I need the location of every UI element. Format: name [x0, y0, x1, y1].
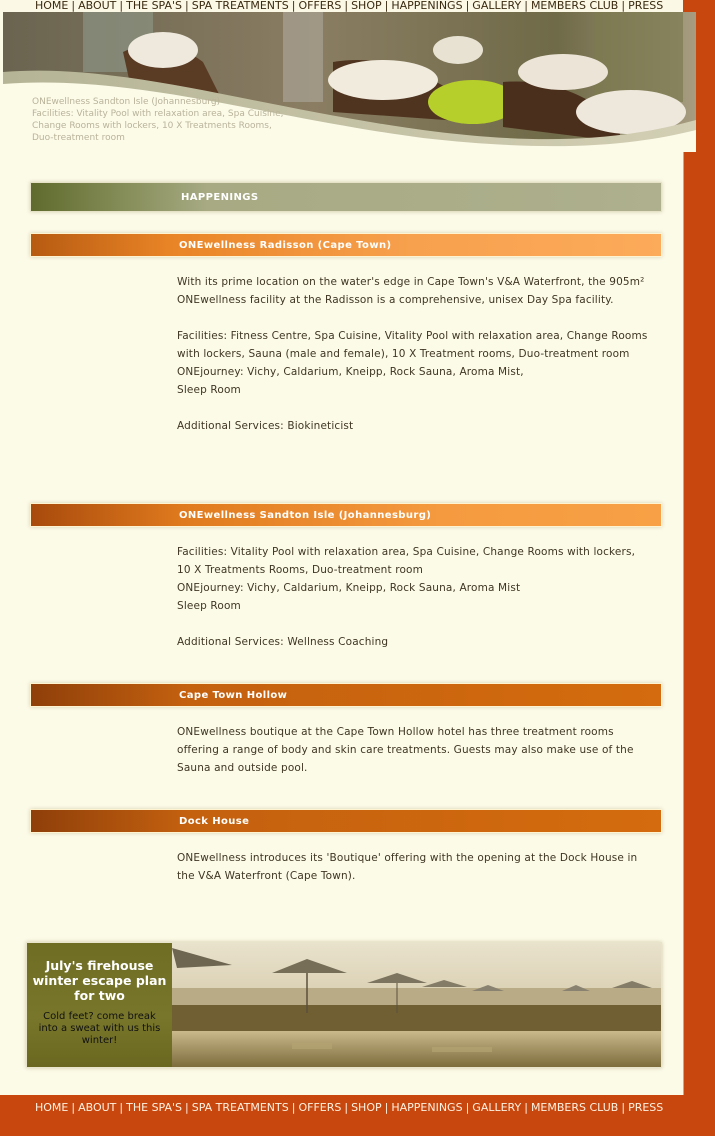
nav-happenings[interactable]: HAPPENINGS [391, 1101, 463, 1114]
promo-text-panel [27, 943, 172, 1067]
nav-press[interactable]: PRESS [628, 0, 664, 12]
nav-separator: | [71, 1101, 76, 1114]
paragraph: Additional Services: Wellness Coaching [177, 636, 389, 648]
promo-title: July's firehouse winter escape plan for two [32, 958, 167, 1003]
banner-caption [32, 96, 292, 144]
nav-happenings[interactable]: HAPPENINGS [391, 0, 463, 12]
nav-about[interactable]: ABOUT [78, 1101, 117, 1114]
nav-the-spas[interactable]: THE SPA'S [126, 1101, 183, 1114]
nav-home[interactable]: HOME [35, 1101, 69, 1114]
nav-separator: | [344, 1101, 349, 1114]
nav-separator: | [119, 1101, 124, 1114]
content-panel [0, 12, 683, 1095]
paragraph: ONEjourney: Vichy, Caldarium, Kneipp, Rock Sauna, Aroma Mist, [177, 366, 524, 378]
paragraph: Sleep Room [177, 600, 241, 612]
nav-separator: | [71, 0, 76, 12]
nav-members-club[interactable]: MEMBERS CLUB [530, 0, 619, 12]
nav-the-spas[interactable]: THE SPA'S [126, 0, 183, 12]
nav-spa-treatments[interactable]: SPA TREATMENTS [191, 0, 289, 12]
section-title-radisson: ONEwellness Radisson (Cape Town) [30, 233, 662, 257]
paragraph: ONEwellness introduces its 'Boutique' offering with the opening at the Dock House in the V&A Waterfront (Cape Town). [177, 852, 638, 882]
header-banner [3, 12, 696, 152]
nav-separator: | [384, 0, 389, 12]
paragraph: ONEwellness boutique at the Cape Town Hollow hotel has three treatment rooms offering a range of body and skin care treatments. Guests may also make use of the Sauna and outside pool. [177, 726, 634, 774]
nav-separator: | [185, 0, 189, 12]
section-body-cape-town-hollow [177, 723, 652, 777]
nav-separator: | [291, 0, 296, 12]
nav-about[interactable]: ABOUT [78, 0, 117, 12]
section-title-sandton: ONEwellness Sandton Isle (Johannesburg) [30, 503, 662, 527]
nav-members-club[interactable]: MEMBERS CLUB [530, 1101, 619, 1114]
nav-home[interactable]: HOME [35, 0, 69, 12]
paragraph: Facilities: Fitness Centre, Spa Cuisine, Vitality Pool with relaxation area, Change Rooms with lockers, Sauna (male and female), 10 X Treatment rooms, Duo-treatment room [177, 330, 648, 360]
bottom-nav [35, 1101, 663, 1114]
section-title-dock-house: Dock House [30, 809, 662, 833]
paragraph: Additional Services: Biokineticist [177, 420, 354, 432]
nav-shop[interactable]: SHOP [351, 0, 382, 12]
banner-caption-title: ONEwellness Sandton Isle (Johannesburg) [32, 97, 221, 107]
nav-separator: | [384, 1101, 389, 1114]
paragraph: ONEjourney: Vichy, Caldarium, Kneipp, Rock Sauna, Aroma Mist [177, 582, 521, 594]
nav-separator: | [524, 1101, 528, 1114]
nav-gallery[interactable]: GALLERY [472, 0, 522, 12]
top-nav [0, 0, 683, 12]
nav-separator: | [621, 0, 626, 12]
nav-separator: | [524, 0, 528, 12]
nav-separator: | [465, 1101, 470, 1114]
nav-separator: | [465, 0, 470, 12]
banner-caption-text: Facilities: Vitality Pool with relaxation area, Spa Cuisine, Change Rooms with lockers, 10 X Treatments Rooms, Duo-treatment room [32, 109, 284, 143]
nav-gallery[interactable]: GALLERY [472, 1101, 522, 1114]
rooftop-pool-photo [172, 943, 661, 1067]
nav-spa-treatments[interactable]: SPA TREATMENTS [191, 1101, 289, 1114]
section-body-dock-house [177, 849, 652, 885]
nav-separator: | [291, 1101, 296, 1114]
nav-separator: | [185, 1101, 189, 1114]
section-title-cape-town-hollow: Cape Town Hollow [30, 683, 662, 707]
nav-separator: | [344, 0, 349, 12]
nav-separator: | [621, 1101, 626, 1114]
page-title: HAPPENINGS [30, 182, 662, 212]
promo-subtitle: Cold feet? come break into a sweat with us this winter! [38, 1011, 161, 1046]
paragraph: With its prime location on the water's edge in Cape Town's V&A Waterfront, the 905m² ONEwellness facility at the Radisson is a comprehensive, unisex Day Spa facility. [177, 276, 645, 306]
nav-separator: | [119, 0, 124, 12]
nav-press[interactable]: PRESS [628, 1101, 664, 1114]
nav-offers[interactable]: OFFERS [298, 1101, 342, 1114]
paragraph: Facilities: Vitality Pool with relaxation area, Spa Cuisine, Change Rooms with lockers, 10 X Treatments Rooms, Duo-treatment room [177, 546, 636, 576]
section-body-radisson [177, 273, 652, 435]
nav-offers[interactable]: OFFERS [298, 0, 342, 12]
section-body-sandton [177, 543, 652, 651]
nav-shop[interactable]: SHOP [351, 1101, 382, 1114]
paragraph: Sleep Room [177, 384, 241, 396]
promo-banner[interactable] [26, 942, 662, 1068]
